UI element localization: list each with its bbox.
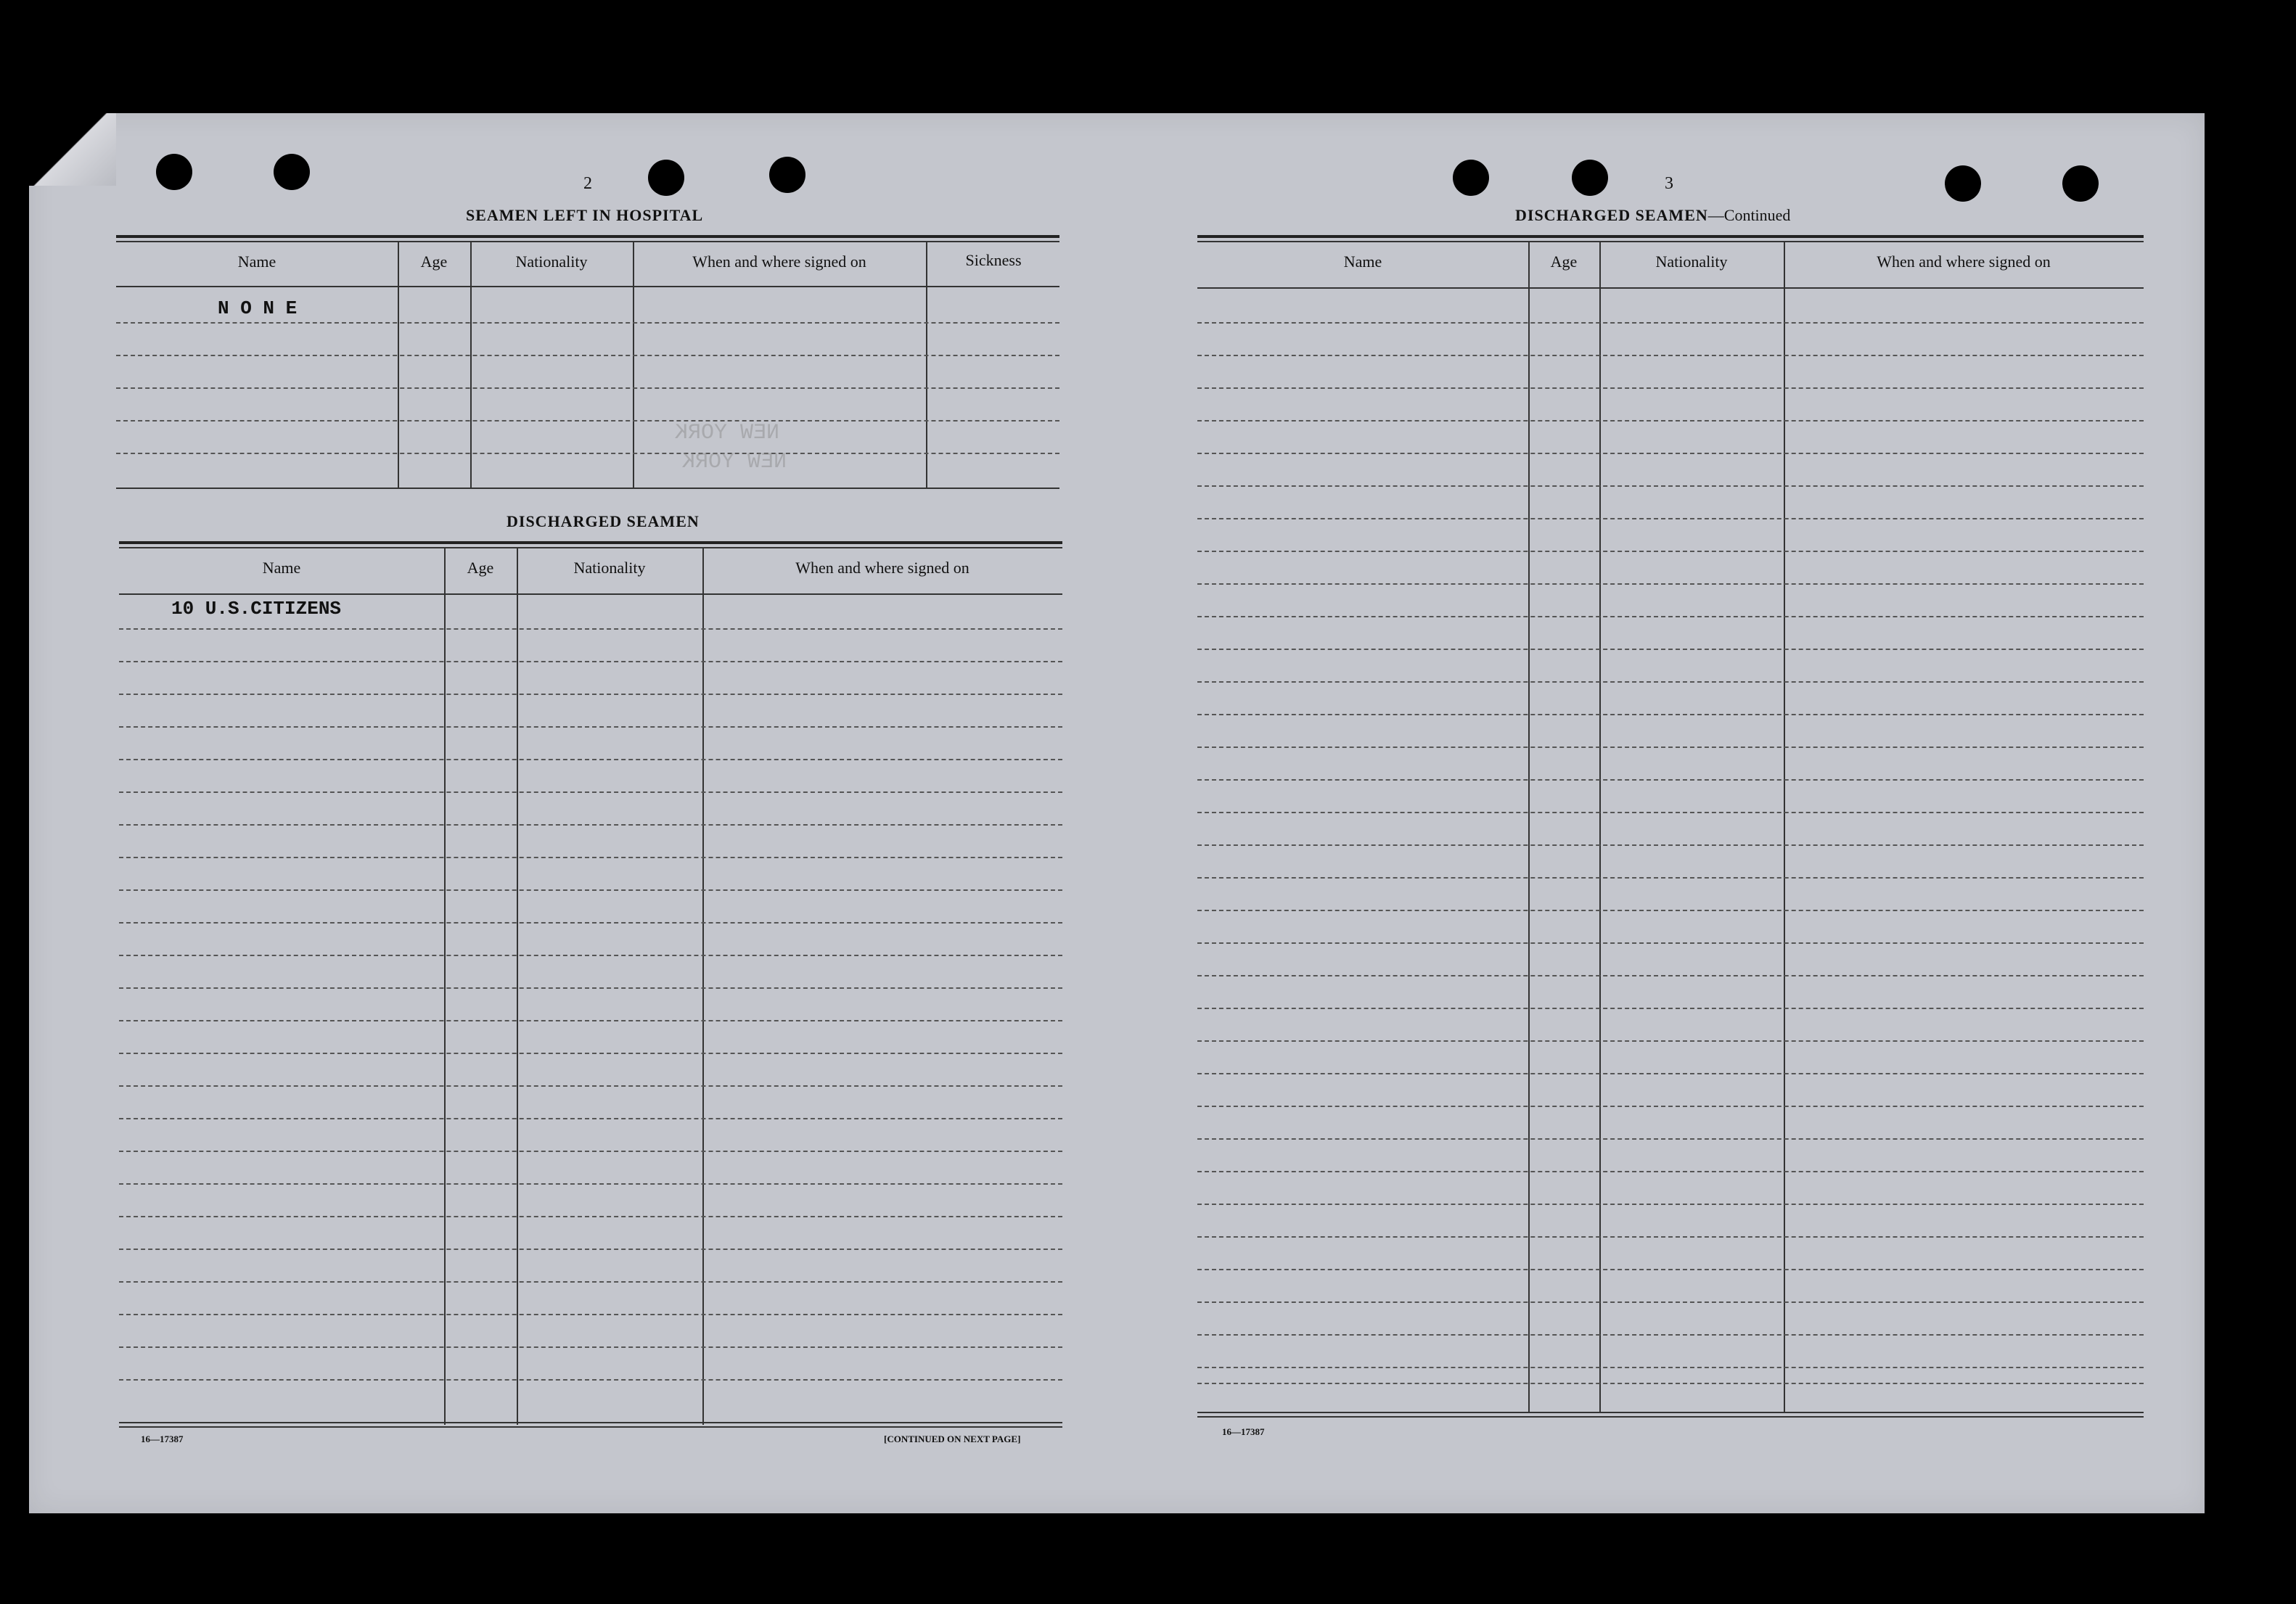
page-number-right: 3 <box>1665 174 1673 193</box>
form-number-left: 16—17387 <box>141 1434 184 1444</box>
right-header-age: Age <box>1550 252 1578 271</box>
punch-hole <box>1453 160 1489 196</box>
punch-hole <box>2062 165 2099 202</box>
discharged-header-nationality: Nationality <box>573 559 646 577</box>
punch-hole <box>769 157 805 193</box>
punch-hole <box>648 160 684 196</box>
discharged-entry-citizens: 10 U.S.CITIZENS <box>171 598 342 620</box>
punch-hole <box>1945 165 1981 202</box>
hospital-header-name: Name <box>237 252 276 271</box>
right-header-signed-on: When and where signed on <box>1877 252 2051 271</box>
folded-corner <box>29 113 116 186</box>
right-header-nationality: Nationality <box>1655 252 1728 271</box>
continued-note: [CONTINUED ON NEXT PAGE] <box>884 1434 1021 1444</box>
punch-hole <box>156 154 192 190</box>
hospital-entry-none: N O N E <box>218 297 298 319</box>
form-number-right: 16—17387 <box>1222 1426 1265 1437</box>
page-number-left: 2 <box>583 174 592 193</box>
right-header-name: Name <box>1343 252 1382 271</box>
discharged-header-age: Age <box>467 559 494 577</box>
hospital-header-signed-on: When and where signed on <box>692 252 866 271</box>
hospital-section-title: SEAMEN LEFT IN HOSPITAL <box>466 206 704 224</box>
discharged-header-signed-on: When and where signed on <box>795 559 969 577</box>
faded-stamp: NEW YORK <box>675 421 780 445</box>
punch-hole <box>1572 160 1608 196</box>
right-section-title <box>1515 206 1790 225</box>
discharged-section-title: DISCHARGED SEAMEN <box>507 512 700 530</box>
right-title-suffix: —Continued <box>1707 206 1791 224</box>
hospital-header-sickness: Sickness <box>965 251 1022 269</box>
hospital-header-nationality: Nationality <box>515 252 588 271</box>
faded-stamp: NEW YORK <box>682 450 787 474</box>
right-title-main: DISCHARGED SEAMEN <box>1515 206 1708 224</box>
punch-hole <box>274 154 310 190</box>
discharged-header-name: Name <box>262 559 301 577</box>
hospital-header-age: Age <box>420 252 448 271</box>
